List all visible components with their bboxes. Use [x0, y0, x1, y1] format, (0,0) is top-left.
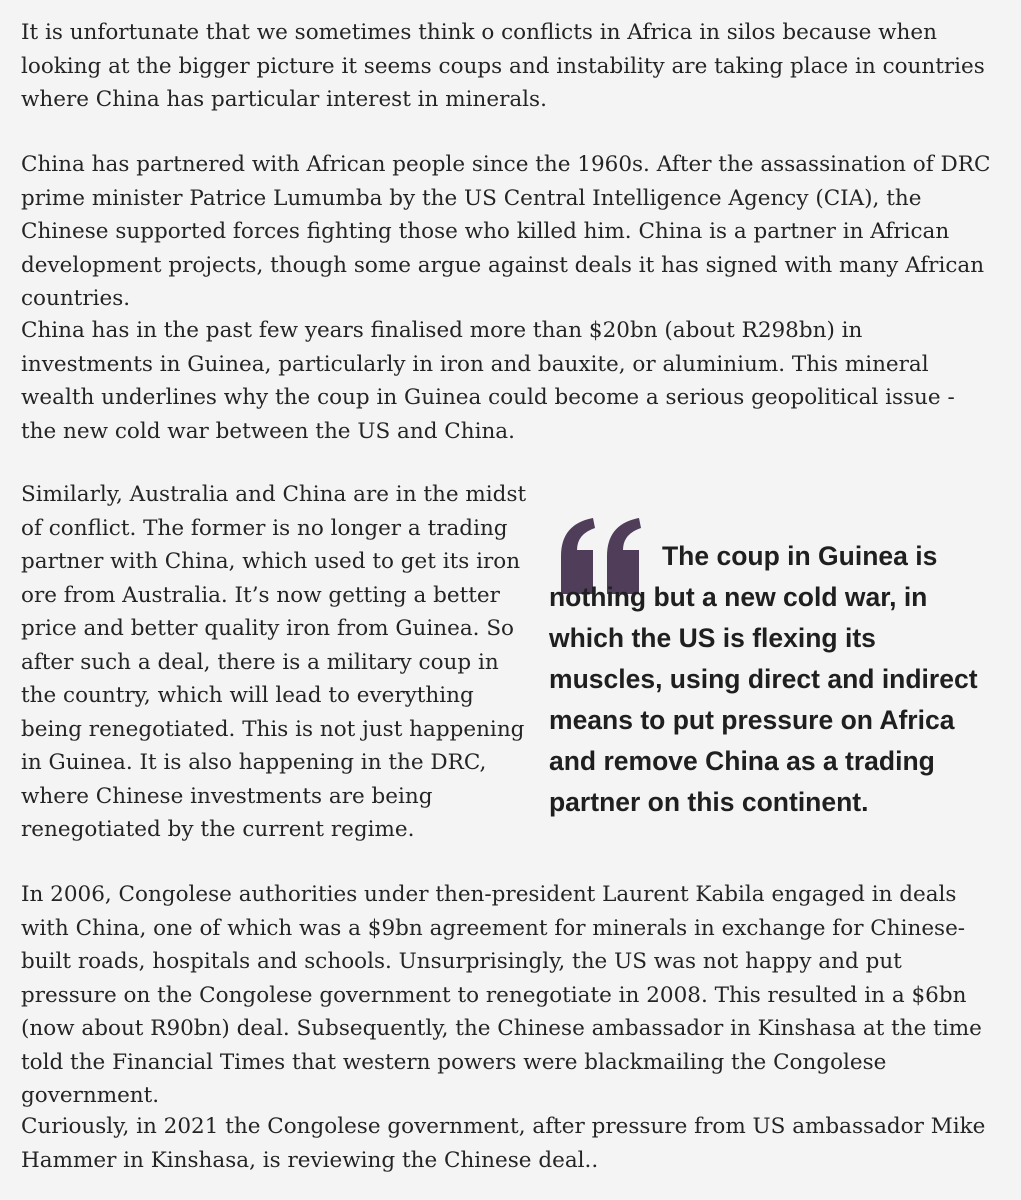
pull-quote-text: The coup in Guinea is nothing but a new cold war, in which the US is flexing its muscles, using direct and indirect means to put pressure on Africa and remove China as a trading partner on this continent. [549, 541, 978, 817]
paragraph-5: In 2006, Congolese authorities under then-president Laurent Kabila engaged in deals with China, one of which was a $9bn agreement for minerals in exchange for Chinese-built roads, hospitals and schools. Unsurprisingly, the US was not happy and put pressure on the Congolese government to renegotiate in 2008. This resulted in a $6bn (now about R90bn) deal. Subsequently, the Chinese ambassador in Kinshasa at the time told the Financial Times that western powers were blackmailing the Congolese government. [21, 882, 982, 1108]
pull-quote [549, 536, 994, 823]
paragraph-4: Similarly, Australia and China are in the midst of conflict. The former is no longer a trading partner with China, which used to get its iron ore from Australia. It’s now getting a better price and better quality iron from Guinea. So after such a deal, there is a military coup in the country, which will lead to everything being renegotiated. This is not just happening in Guinea. It is also happening in the DRC, where Chinese investments are being renegotiated by the current regime. [21, 482, 527, 842]
paragraph-3: China has in the past few years finalised more than $20bn (about R298bn) in investments in Guinea, particularly in iron and bauxite, or aluminium. This mineral wealth underlines why the coup in Guinea could become a serious geopolitical issue - the new cold war between the US and China. [21, 318, 955, 444]
paragraph-1: It is unfortunate that we sometimes think o conflicts in Africa in silos because when looking at the bigger picture it seems coups and instability are taking place in countries where China has particular interest in minerals. [21, 20, 985, 112]
paragraph-2: China has partnered with African people since the 1960s. After the assassination of DRC prime minister Patrice Lumumba by the US Central Intelligence Agency (CIA), the Chinese supported forces fighting those who killed him. China is a partner in African development projects, though some argue against deals it has signed with many African countries. [21, 152, 991, 311]
paragraph-6: Curiously, in 2021 the Congolese government, after pressure from US ambassador Mike Hammer in Kinshasa, is reviewing the Chinese deal.. [21, 1114, 986, 1173]
